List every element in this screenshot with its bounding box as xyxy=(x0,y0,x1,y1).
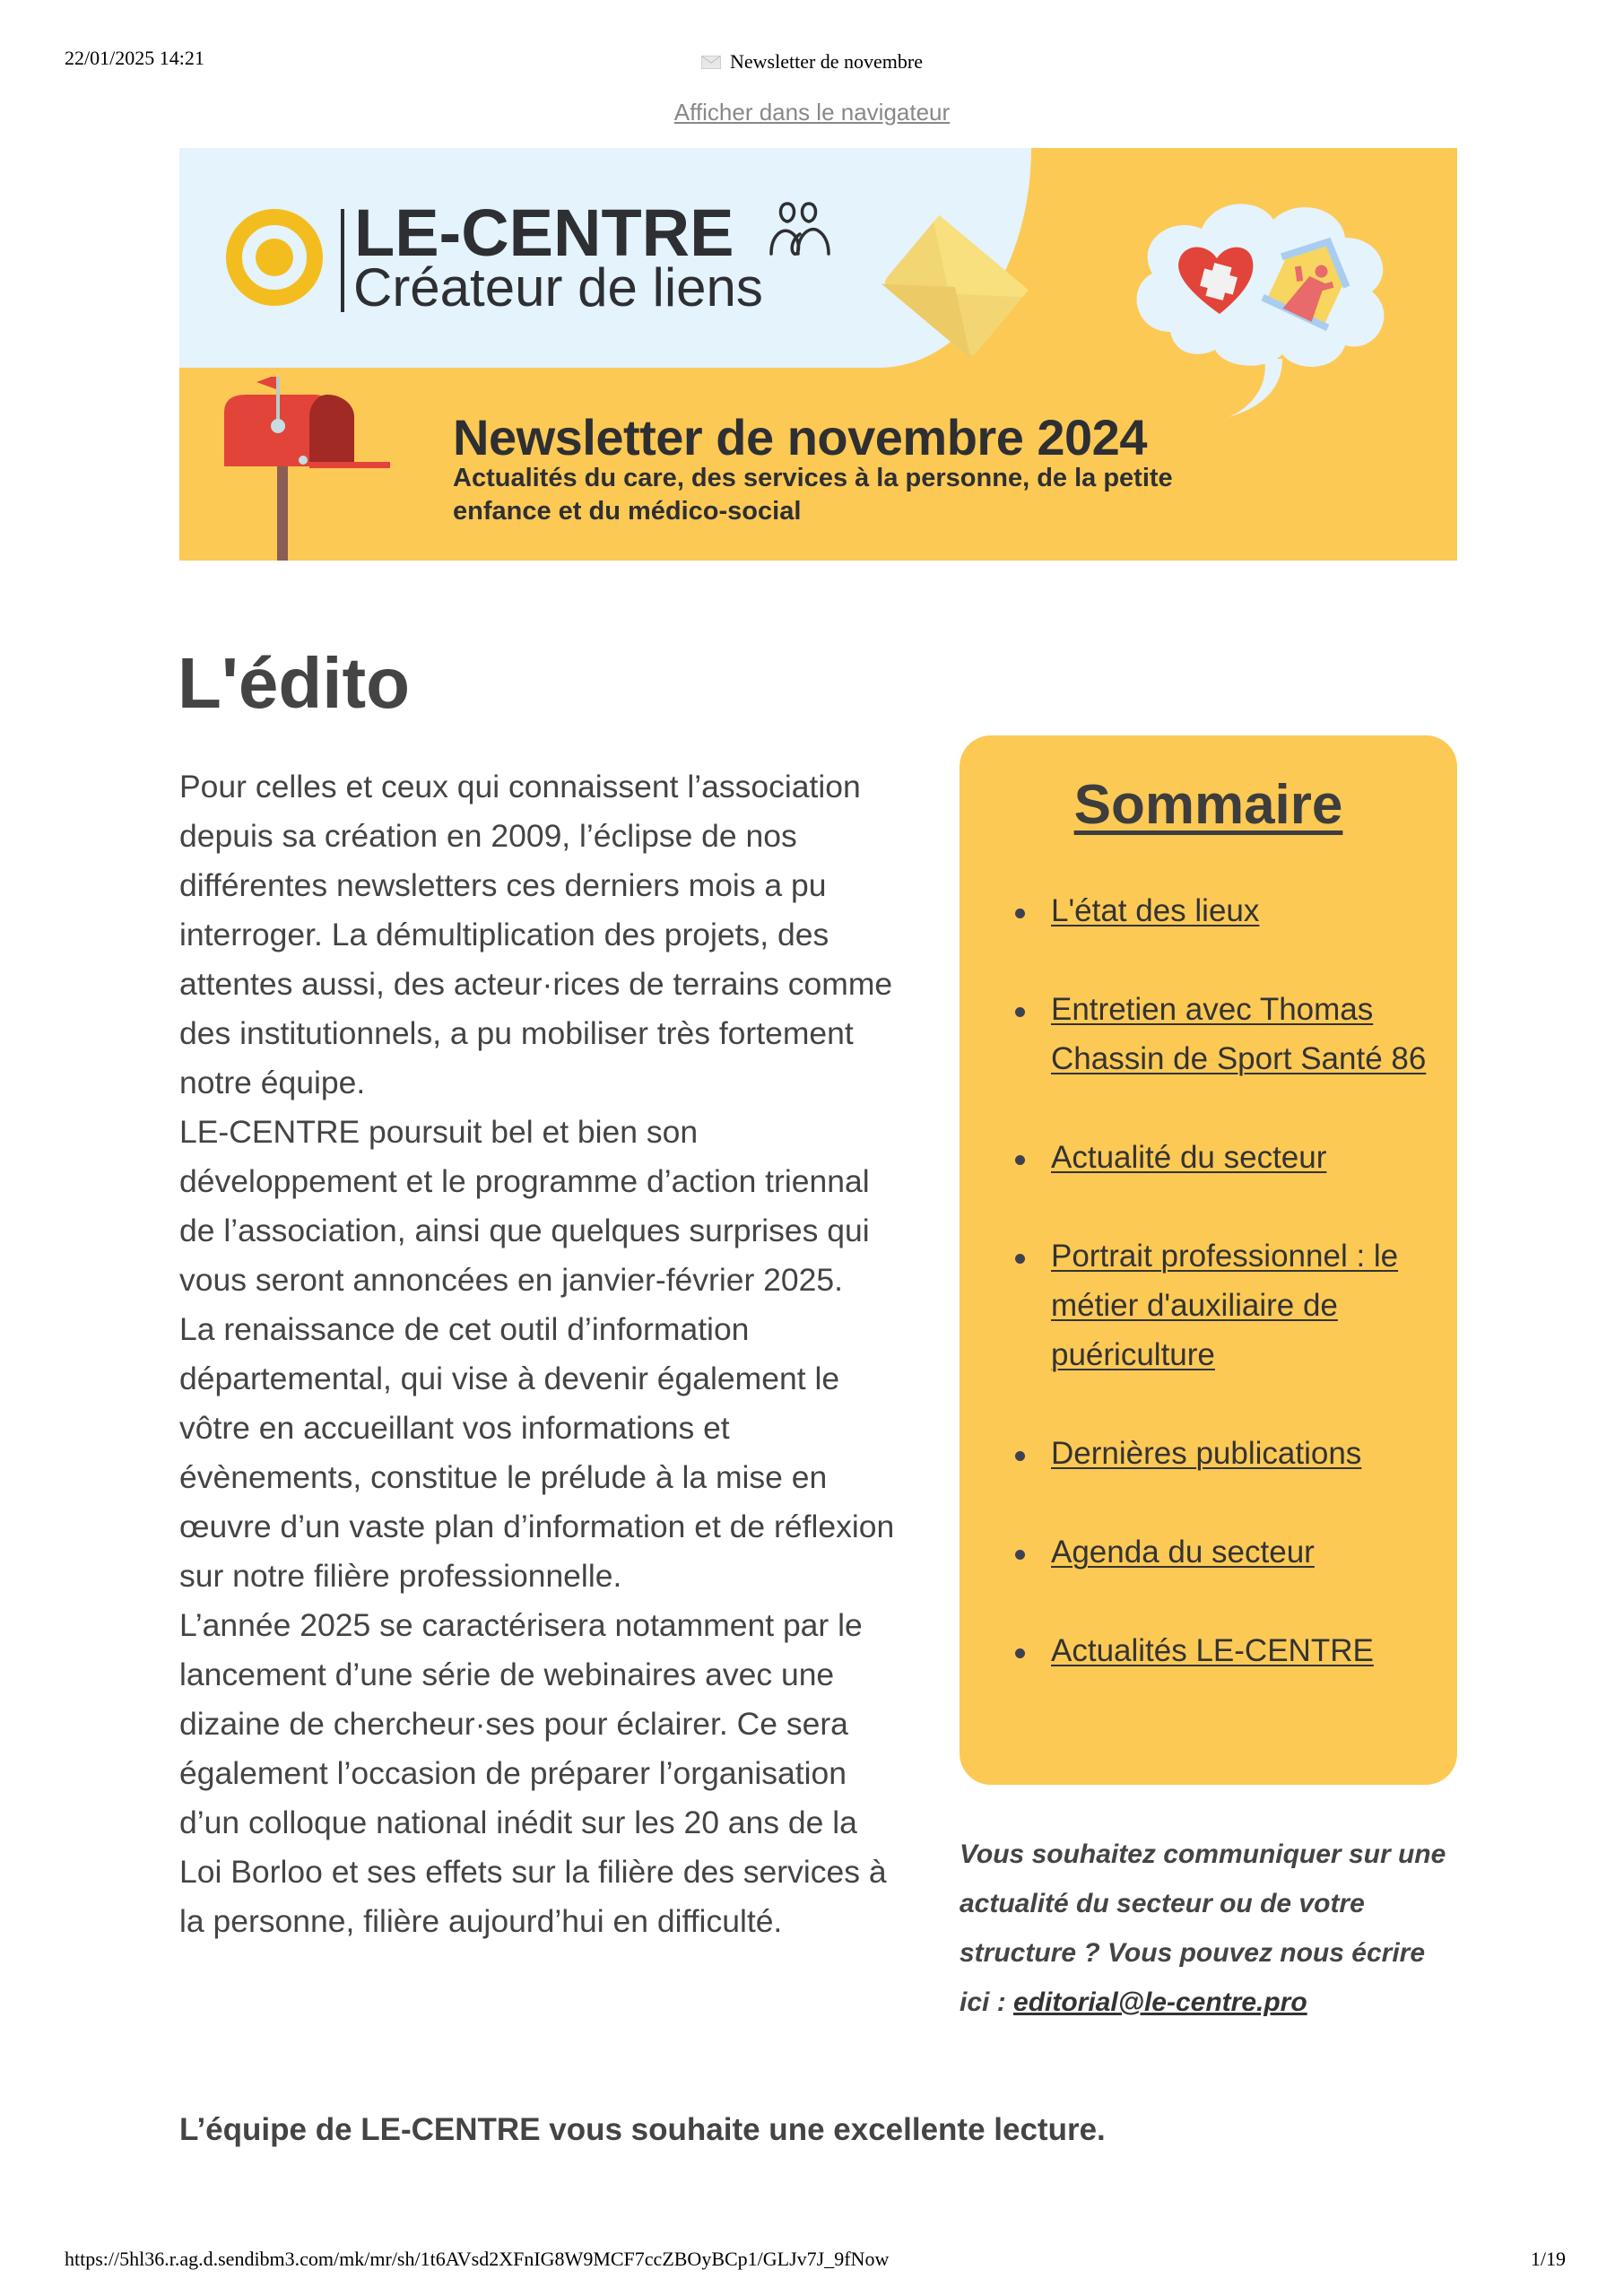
print-footer-url: https://5hl36.r.ag.d.sendibm3.com/mk/mr/sh/1t6AVsd2XFnIG8W9MCF7ccZBOyBCp1/GLJv7J_9fNow xyxy=(65,2248,890,2270)
print-page-number: 1/19 xyxy=(1530,2248,1566,2270)
view-in-browser-link[interactable]: Afficher dans le navigateur xyxy=(673,99,951,126)
sommaire-item xyxy=(1051,1626,1457,1675)
sommaire-link-entretien[interactable]: Entretien avec Thomas Chassin de Sport Santé 86 xyxy=(1051,992,1427,1076)
edito-paragraph: Pour celles et ceux qui connaissent l’association depuis sa création en 2009, l’éclipse de nos différentes newsletters ces derniers mois a pu interroger. La démultiplication des projets, des attentes aussi, des acteur·rices de terrains comme des institutionnels, a pu mobiliser très fortement notre équipe. xyxy=(179,769,893,1100)
edito-heading: L'édito xyxy=(178,643,410,723)
newsletter-subtitle: Actualités du care, des services à la personne, de la petite enfance et du médico-social xyxy=(453,464,1173,526)
print-datetime: 22/01/2025 14:21 xyxy=(65,47,204,69)
sommaire-item xyxy=(1051,985,1457,1083)
newsletter-banner xyxy=(179,148,1457,561)
sommaire-list xyxy=(960,886,1457,1725)
edito-paragraph: La renaissance de cet outil d’information départemental, qui vise à devenir également le vôtre en accueillant vos informations et évènements, constitue le prélude à la mise en œuvre d’un vaste plan d’information et de réflexion sur notre filière professionnelle. xyxy=(179,1311,895,1594)
sommaire-link-actualite-secteur[interactable]: Actualité du secteur xyxy=(1051,1140,1327,1175)
newsletter-title: Newsletter de novembre 2024 xyxy=(453,409,1147,465)
edito-paragraph: L’année 2025 se caractérisera notamment par le lancement d’une série de webinaires avec une dizaine de chercheur·ses pour éclairer. Ce sera également l’occasion de préparer l’organisation d’un colloque national inédit sur les 20 ans de la Loi Borloo et ses effets sur la filière des services à la personne, filière aujourd’hui en difficulté. xyxy=(179,1607,887,1939)
envelope-icon xyxy=(701,56,721,69)
sommaire-link-publications[interactable]: Dernières publications xyxy=(1051,1436,1362,1471)
sommaire-item xyxy=(1051,1133,1457,1182)
contact-note-text: Vous souhaitez communiquer sur une actualité du secteur ou de votre structure ? Vous pouvez nous écrire ici : xyxy=(960,1839,1446,2017)
sommaire-item xyxy=(1051,1231,1457,1379)
print-title-text: Newsletter de novembre xyxy=(729,50,924,73)
sommaire-link-portrait[interactable]: Portrait professionnel : le métier d'auxiliaire de puériculture xyxy=(1051,1239,1399,1372)
sommaire-link-actualites-le-centre[interactable]: Actualités LE-CENTRE xyxy=(1051,1633,1374,1668)
logo-subtitle: Créateur de liens xyxy=(353,257,763,317)
logo-title: LE-CENTRE xyxy=(354,196,734,270)
print-title xyxy=(0,50,1624,74)
logo-dot-icon xyxy=(256,239,293,276)
contact-note xyxy=(960,1830,1457,2027)
sommaire-link-etat-des-lieux[interactable]: L'état des lieux xyxy=(1051,893,1260,928)
sommaire-item xyxy=(1051,1527,1457,1577)
logo-divider xyxy=(341,209,344,312)
sommaire-item xyxy=(1051,1429,1457,1478)
edito-body xyxy=(179,762,897,1946)
people-link-icon xyxy=(769,200,832,263)
edito-paragraph: LE-CENTRE poursuit bel et bien son développement et le programme d’action triennal de l’association, ainsi que quelques surprises qui vous seront annoncées en janvier-février 2025. xyxy=(179,1114,870,1298)
sommaire-box xyxy=(960,735,1457,1785)
mailbox-illustration xyxy=(224,377,395,561)
sommaire-link-agenda[interactable]: Agenda du secteur xyxy=(1051,1535,1315,1570)
envelope-illustration xyxy=(879,202,1031,372)
thought-cloud-illustration xyxy=(1116,179,1412,422)
sommaire-item xyxy=(1051,886,1457,935)
sommaire-heading: Sommaire xyxy=(1073,774,1343,836)
edito-closing: L’équipe de LE-CENTRE vous souhaite une excellente lecture. xyxy=(179,2112,1106,2147)
contact-email-link[interactable]: editorial@le-centre.pro xyxy=(1013,1987,1307,2017)
